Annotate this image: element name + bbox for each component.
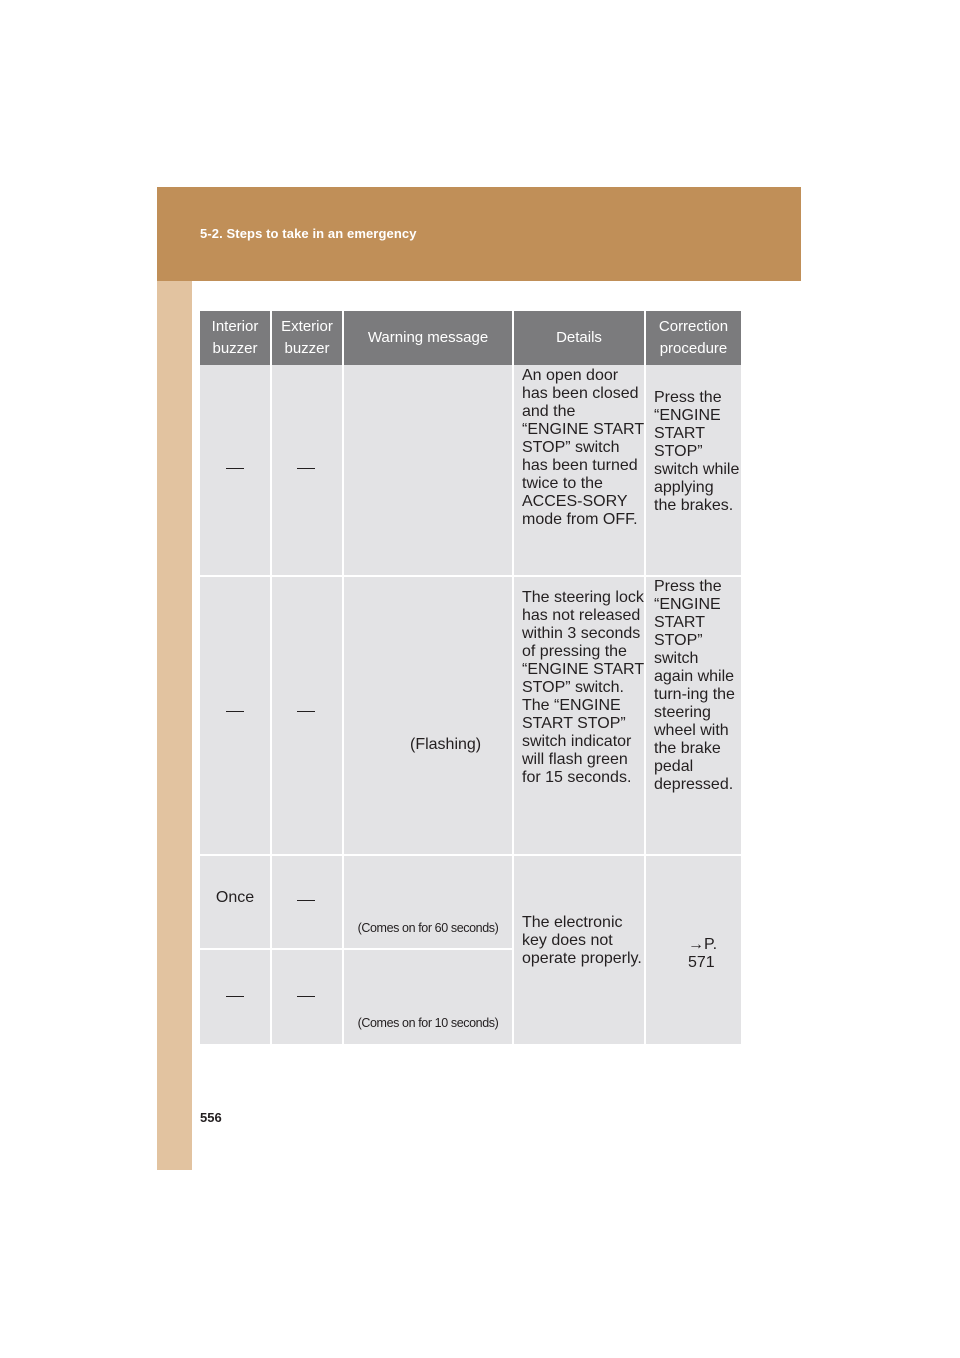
col-divider bbox=[512, 365, 514, 1044]
warning-message-duration: (Comes on for 60 seconds) bbox=[357, 921, 499, 935]
header-interior-buzzer: Interior buzzer bbox=[200, 311, 270, 365]
details-text: An open door has been closed and the “ENGINE START STOP” switch has been turned twice to the ACCES-SORY mode from OFF. bbox=[522, 367, 644, 528]
details-text: The steering lock has not released within 3 seconds of pressing the “ENGINE START STOP” switch. The “ENGINE START STOP” switch indicator will flash green for 15 seconds. bbox=[522, 589, 644, 786]
header-warning-message: Warning message bbox=[344, 311, 512, 365]
exterior-dash bbox=[297, 711, 315, 712]
exterior-dash bbox=[297, 468, 315, 469]
row-divider bbox=[200, 854, 741, 856]
correction-text: Press the “ENGINE START STOP” switch again while turn-ing the steering wheel with the brake pedal depressed. bbox=[654, 578, 735, 793]
details-text: The electronic key does not operate properly. bbox=[522, 914, 642, 967]
row-divider bbox=[200, 948, 514, 950]
col-divider bbox=[270, 365, 272, 1044]
correction-page-ref: →P. 571 bbox=[688, 936, 718, 971]
col-divider bbox=[644, 365, 646, 1044]
section-title: 5-2. Steps to take in an emergency bbox=[200, 226, 417, 241]
interior-dash bbox=[226, 711, 244, 712]
header-details: Details bbox=[514, 311, 644, 365]
header-correction-procedure: Correction procedure bbox=[646, 311, 741, 365]
col-divider bbox=[342, 365, 344, 1044]
side-strip bbox=[157, 281, 192, 1170]
warning-message-flashing: (Flashing) bbox=[410, 736, 482, 753]
interior-dash bbox=[226, 468, 244, 469]
header-exterior-buzzer: Exterior buzzer bbox=[272, 311, 342, 365]
page-number: 556 bbox=[200, 1110, 222, 1125]
row-divider bbox=[200, 575, 741, 577]
warning-message-duration: (Comes on for 10 seconds) bbox=[357, 1016, 499, 1030]
interior-once: Once bbox=[215, 889, 255, 906]
exterior-dash bbox=[297, 900, 315, 901]
interior-dash bbox=[226, 996, 244, 997]
exterior-dash bbox=[297, 996, 315, 997]
correction-text: Press the “ENGINE START STOP” switch while applying the brakes. bbox=[654, 389, 740, 514]
